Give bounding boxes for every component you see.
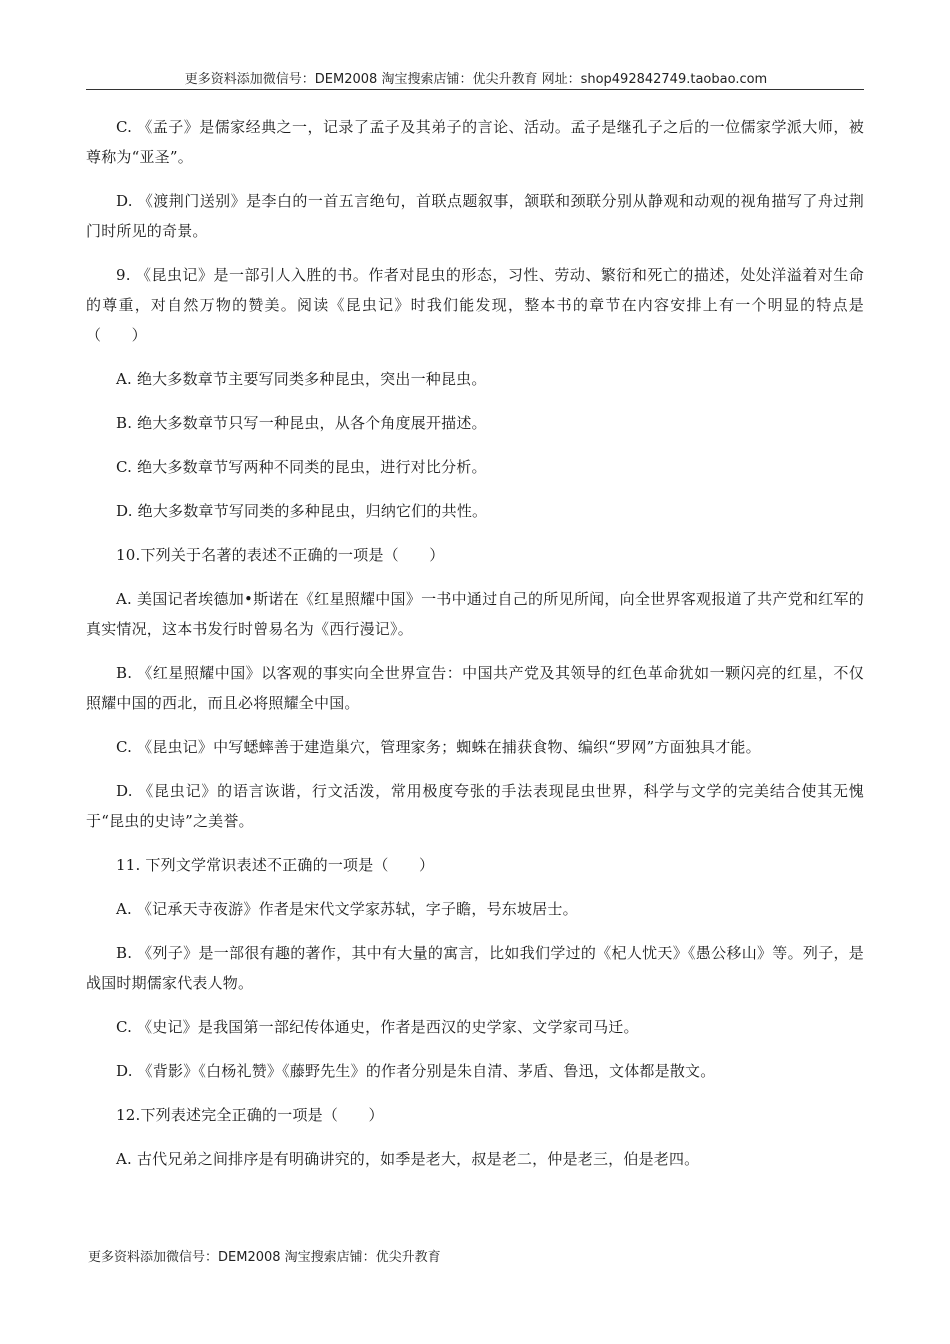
question-11-option-c: C. 《史记》是我国第一部纪传体通史，作者是西汉的史学家、文学家司马迁。 [116,1018,639,1036]
question-9-option-c: C. 绝大多数章节写两种不同类的昆虫，进行对比分析。 [116,458,487,476]
question-9: 9. 《昆虫记》是一部引人入胜的书。作者对昆虫的形态，习性、劳动、繁衍和死亡的描述，处处洋溢着对生命的尊重，对自然万物的赞美。阅读《昆虫记》时我们能发现，整本书的章节在内容安排上有一个明显的特点是（ ） [86,266,864,344]
question-9-option-a: A. 绝大多数章节主要写同类多种昆虫，突出一种昆虫。 [116,370,487,388]
question-10-option-a: A. 美国记者埃德加•斯诺在《红星照耀中国》一书中通过自己的所见所闻，向全世界客观报道了共产党和红军的真实情况，这本书发行时曾易名为《西行漫记》。 [86,590,864,638]
paragraph-option-d-poem: D. 《渡荆门送别》是李白的一首五言绝句，首联点题叙事，颔联和颈联分别从静观和动观的视角描写了舟过荆门时所见的奇景。 [86,192,864,240]
question-10-option-d: D. 《昆虫记》的语言诙谐，行文活泼，常用极度夸张的手法表现昆虫世界，科学与文学的完美结合使其无愧于“昆虫的史诗”之美誉。 [86,782,864,830]
question-10-option-c: C. 《昆虫记》中写蟋蟀善于建造巢穴，管理家务；蜘蛛在捕获食物、编织“罗网”方面独具才能。 [116,738,761,756]
header-divider [86,89,864,90]
question-11-option-b: B. 《列子》是一部很有趣的著作，其中有大量的寓言，比如我们学过的《杞人忧天》《愚公移山》等。列子，是战国时期儒家代表人物。 [86,944,864,992]
document-body [86,112,864,1174]
question-9-option-d: D. 绝大多数章节写同类的多种昆虫，归纳它们的共性。 [116,502,488,520]
page-footer: 更多资料添加微信号：DEM2008 淘宝搜索店铺：优尖升教育 [88,1250,441,1265]
question-12: 12.下列表述完全正确的一项是（ ） [116,1106,384,1124]
question-11: 11. 下列文学常识表述不正确的一项是（ ） [116,856,435,874]
question-12-option-a: A. 古代兄弟之间排序是有明确讲究的，如季是老大，叔是老二，仲是老三，伯是老四。 [116,1150,700,1168]
question-10-option-b: B. 《红星照耀中国》以客观的事实向全世界宣告：中国共产党及其领导的红色革命犹如一颗闪亮的红星，不仅照耀中国的西北，而且必将照耀全中国。 [86,664,864,712]
question-11-option-a: A. 《记承天寺夜游》作者是宋代文学家苏轼，字子瞻，号东坡居士。 [116,900,578,918]
paragraph-option-c-mencius: C. 《孟子》是儒家经典之一，记录了孟子及其弟子的言论、活动。孟子是继孔子之后的一位儒家学派大师，被尊称为“亚圣”。 [86,118,864,166]
page-header: 更多资料添加微信号：DEM2008 淘宝搜索店铺：优尖升教育 网址：shop492842749.taobao.com [184,72,768,87]
question-9-option-b: B. 绝大多数章节只写一种昆虫，从各个角度展开描述。 [116,414,487,432]
question-11-option-d: D. 《背影》《白杨礼赞》《藤野先生》的作者分别是朱自清、茅盾、鲁迅，文体都是散文。 [116,1062,716,1080]
question-10: 10.下列关于名著的表述不正确的一项是（ ） [116,546,445,564]
